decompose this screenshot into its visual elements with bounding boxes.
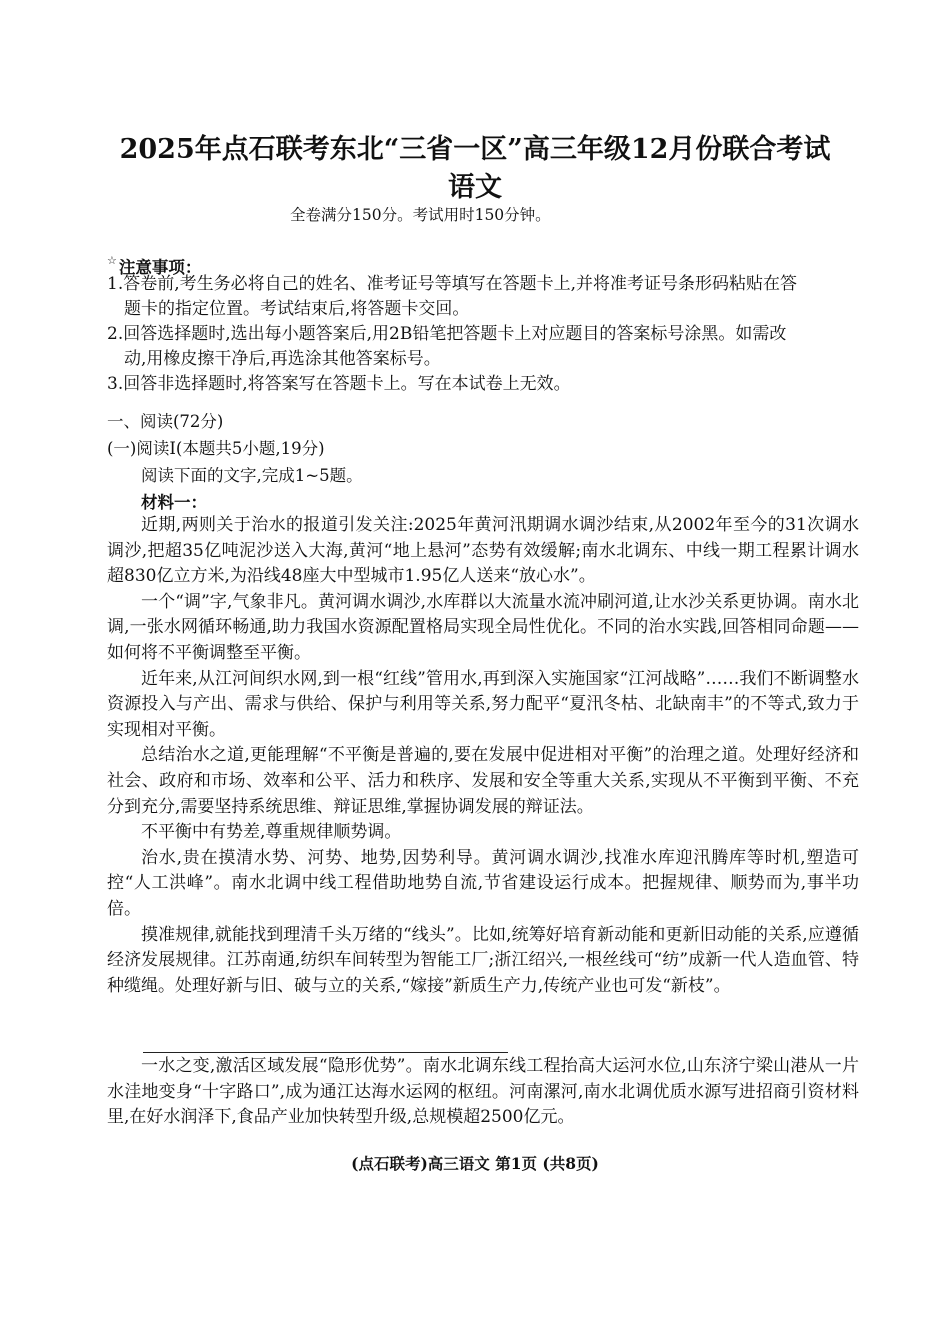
subject-title: 语文 bbox=[448, 172, 502, 203]
section-sub-heading: (一)阅读Ⅰ(本题共5小题,19分) bbox=[107, 439, 325, 458]
notice-item-number: 2. bbox=[107, 324, 124, 344]
section-part-heading: 一、阅读(72分) bbox=[107, 412, 224, 431]
notice-item-text: 答卷前,考生务必将自己的姓名、准考证号等填写在答题卡上,并将准考证号条形码粘贴在答 bbox=[123, 274, 798, 294]
material-label: 材料一： bbox=[141, 493, 207, 512]
notice-item-number: 1. bbox=[107, 274, 124, 294]
star-icon: ☆ bbox=[107, 254, 117, 267]
notice-item-text: 回答非选择题时,将答案写在答题卡上。写在本试卷上无效。 bbox=[123, 374, 571, 394]
score-info: 全卷满分150分。考试用时150分钟。 bbox=[290, 206, 551, 224]
material-body bbox=[107, 513, 859, 999]
body-paragraph: 不平衡中有势差,尊重规律顺势调。 bbox=[141, 822, 402, 843]
section-instruction: 阅读下面的文字,完成1~5题。 bbox=[141, 466, 363, 485]
body-paragraph: 近年来,从江河间织水网,到一根“红线”管用水,再到深入实施国家“江河战略”……我们不断调整水资源投入与产出、需求与供给、保护与利用等关系,努力配平“夏汛冬枯、北缺南丰”的不等式,致力于实现相对平衡。 bbox=[107, 668, 859, 740]
body-paragraph: 治水,贵在摸清水势、河势、地势,因势利导。黄河调水调沙,找准水库迎汛腾库等时机,塑造可控“人工洪峰”。南水北调中线工程借助地势自流,节省建设运行成本。把握规律、顺势而为,事半功倍。 bbox=[107, 847, 859, 919]
notice-item-text: 回答选择题时,选出每小题答案后,用2B铅笔把答题卡上对应题目的答案标号涂黑。如需改 bbox=[123, 324, 787, 344]
notice-item-continuation: 题卡的指定位置。考试结束后,将答题卡交回。 bbox=[124, 299, 470, 319]
continued-body bbox=[107, 1054, 859, 1131]
exam-title: 2025年点石联考东北“三省一区”高三年级12月份联合考试 bbox=[119, 134, 831, 165]
notice-item-continuation: 动,用橡皮擦干净后,再选涂其他答案标号。 bbox=[124, 349, 441, 369]
notice-heading-text: 注意事项： bbox=[118, 258, 202, 277]
body-paragraph: 近期,两则关于治水的报道引发关注:2025年黄河汛期调水调沙结束,从2002年至今的31次调水调沙,把超35亿吨泥沙送入大海,黄河“地上悬河”态势有效缓解;南水北调东、中线一期工程累计调水超830亿立方米,为沿线48座大中型城市1.95亿人送来“放心水”。 bbox=[107, 515, 859, 587]
notice-item bbox=[107, 272, 859, 322]
body-paragraph: 总结治水之道,更能理解“不平衡是普遍的,要在发展中促进相对平衡”的治理之道。处理好经济和社会、政府和市场、效率和公平、活力和秩序、发展和安全等重大关系,实现从不平衡到平衡、不充分到充分,需要坚持系统思维、辩证思维,掌握协调发展的辩证法。 bbox=[107, 745, 859, 817]
notice-list bbox=[107, 272, 859, 397]
notice-item-number: 3. bbox=[107, 374, 124, 394]
divider-rule bbox=[143, 1052, 508, 1053]
notice-item bbox=[107, 322, 859, 372]
body-paragraph: 摸准规律,就能找到理清千头万绪的“线头”。比如,统筹好培育新动能和更新旧动能的关系,应遵循经济发展规律。江苏南通,纺织车间转型为智能工厂;浙江绍兴,一根丝线可“纺”成新一代人造血管、特种缆绳。处理好新与旧、破与立的关系,“嫁接”新质生产力,传统产业也可发“新枝”。 bbox=[107, 924, 859, 996]
body-paragraph: 一个“调”字,气象非凡。黄河调水调沙,水库群以大流量水流冲刷河道,让水沙关系更协调。南水北调,一张水网循环畅通,助力我国水资源配置格局实现全局性优化。不同的治水实践,回答相同命题——如何将不平衡调整至平衡。 bbox=[107, 591, 859, 663]
body-paragraph: 一水之变,激活区域发展“隐形优势”。南水北调东线工程抬高大运河水位,山东济宁梁山港从一片水洼地变身“十字路口”,成为通江达海水运网的枢纽。河南漯河,南水北调优质水源写进招商引资材料里,在好水润泽下,食品产业加快转型升级,总规模超2500亿元。 bbox=[107, 1056, 860, 1128]
page-footer: (点石联考)高三语文 第1页 (共8页) bbox=[351, 1154, 599, 1173]
notice-item bbox=[107, 372, 859, 397]
